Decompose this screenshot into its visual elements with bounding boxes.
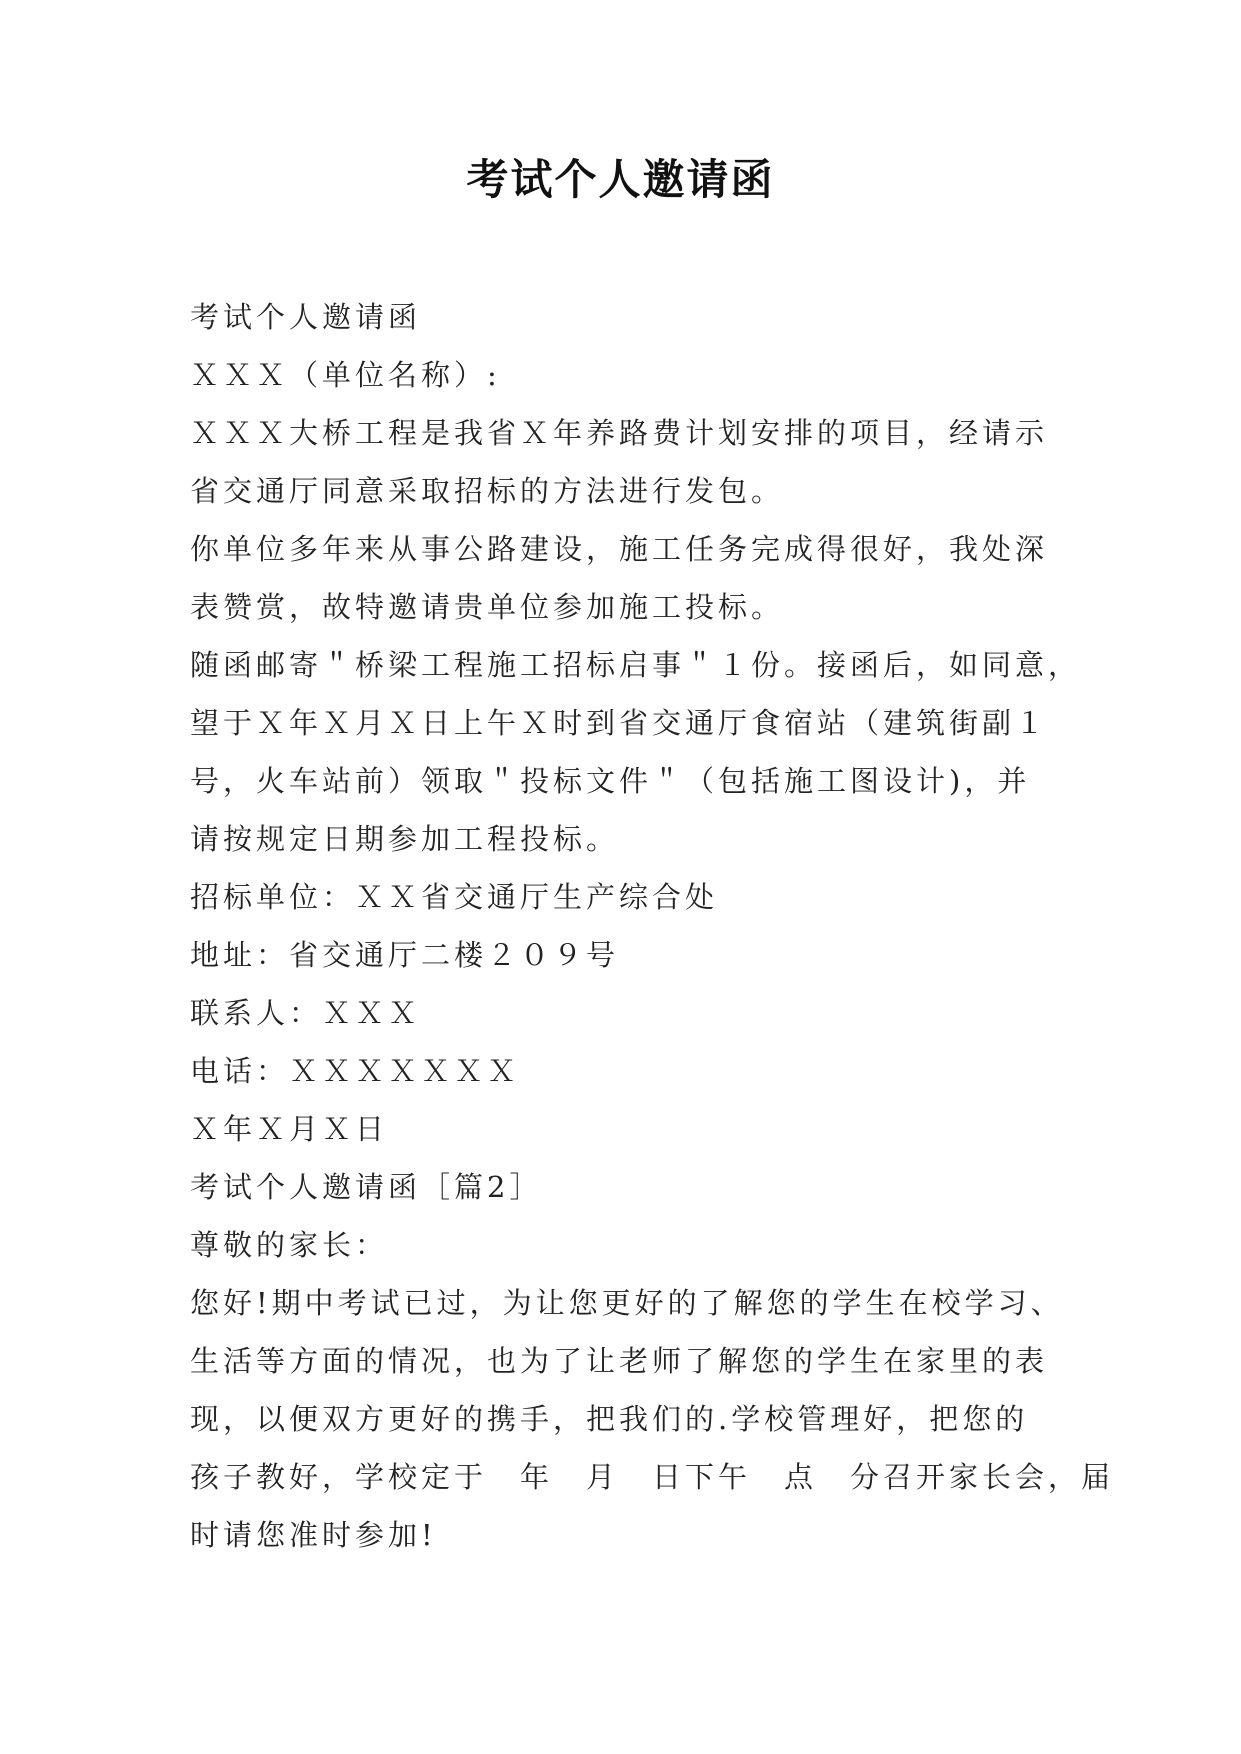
body-line: ＸＸＸ（单位名称）: — [190, 358, 501, 392]
body-line: 考试个人邀请函［篇2］ — [190, 1170, 543, 1204]
body-line: 招标单位：ＸＸ省交通厅生产综合处 — [190, 880, 719, 914]
body-line: 地址：省交通厅二楼２０９号 — [190, 938, 620, 972]
document-body — [190, 288, 1115, 1564]
body-line: 电话：ＸＸＸＸＸＸＸ — [190, 1054, 521, 1088]
body-line: 联系人：ＸＸＸ — [190, 996, 422, 1030]
body-line: 时请您准时参加! — [190, 1518, 437, 1552]
body-line: 现，以便双方更好的携手，把我们的.学校管理好，把您的 — [190, 1402, 1029, 1436]
body-line: 号，火车站前）领取＂投标文件＂（包括施工图设计)，并 — [190, 764, 1031, 798]
body-line: 省交通厅同意采取招标的方法进行发包。 — [190, 474, 785, 508]
body-line: 你单位多年来从事公路建设，施工任务完成得很好，我处深 — [190, 532, 1049, 566]
body-line: 考试个人邀请函 — [190, 300, 422, 334]
body-line: 生活等方面的情况，也为了让老师了解您的学生在家里的表 — [190, 1344, 1049, 1378]
body-line: Ｘ年Ｘ月Ｘ日 — [190, 1112, 389, 1146]
body-line: 请按规定日期参加工程投标。 — [190, 822, 620, 856]
body-line: 您好!期中考试已过，为让您更好的了解您的学生在校学习、 — [190, 1286, 1064, 1320]
body-line: 表赞赏，故特邀请贵单位参加施工投标。 — [190, 590, 785, 624]
body-line: 孩子教好，学校定于 年 月 日下午 点 分召开家长会，届 — [190, 1460, 1115, 1494]
body-line: 尊敬的家长： — [190, 1228, 389, 1262]
body-line: ＸＸＸ大桥工程是我省Ｘ年养路费计划安排的项目，经请示 — [190, 416, 1049, 450]
body-line: 望于Ｘ年Ｘ月Ｘ日上午Ｘ时到省交通厅食宿站（建筑街副１ — [190, 706, 1049, 740]
document-title: 考试个人邀请函 — [466, 155, 775, 204]
body-line: 随函邮寄＂桥梁工程施工招标启事＂１份。接函后，如同意， — [190, 648, 1082, 682]
